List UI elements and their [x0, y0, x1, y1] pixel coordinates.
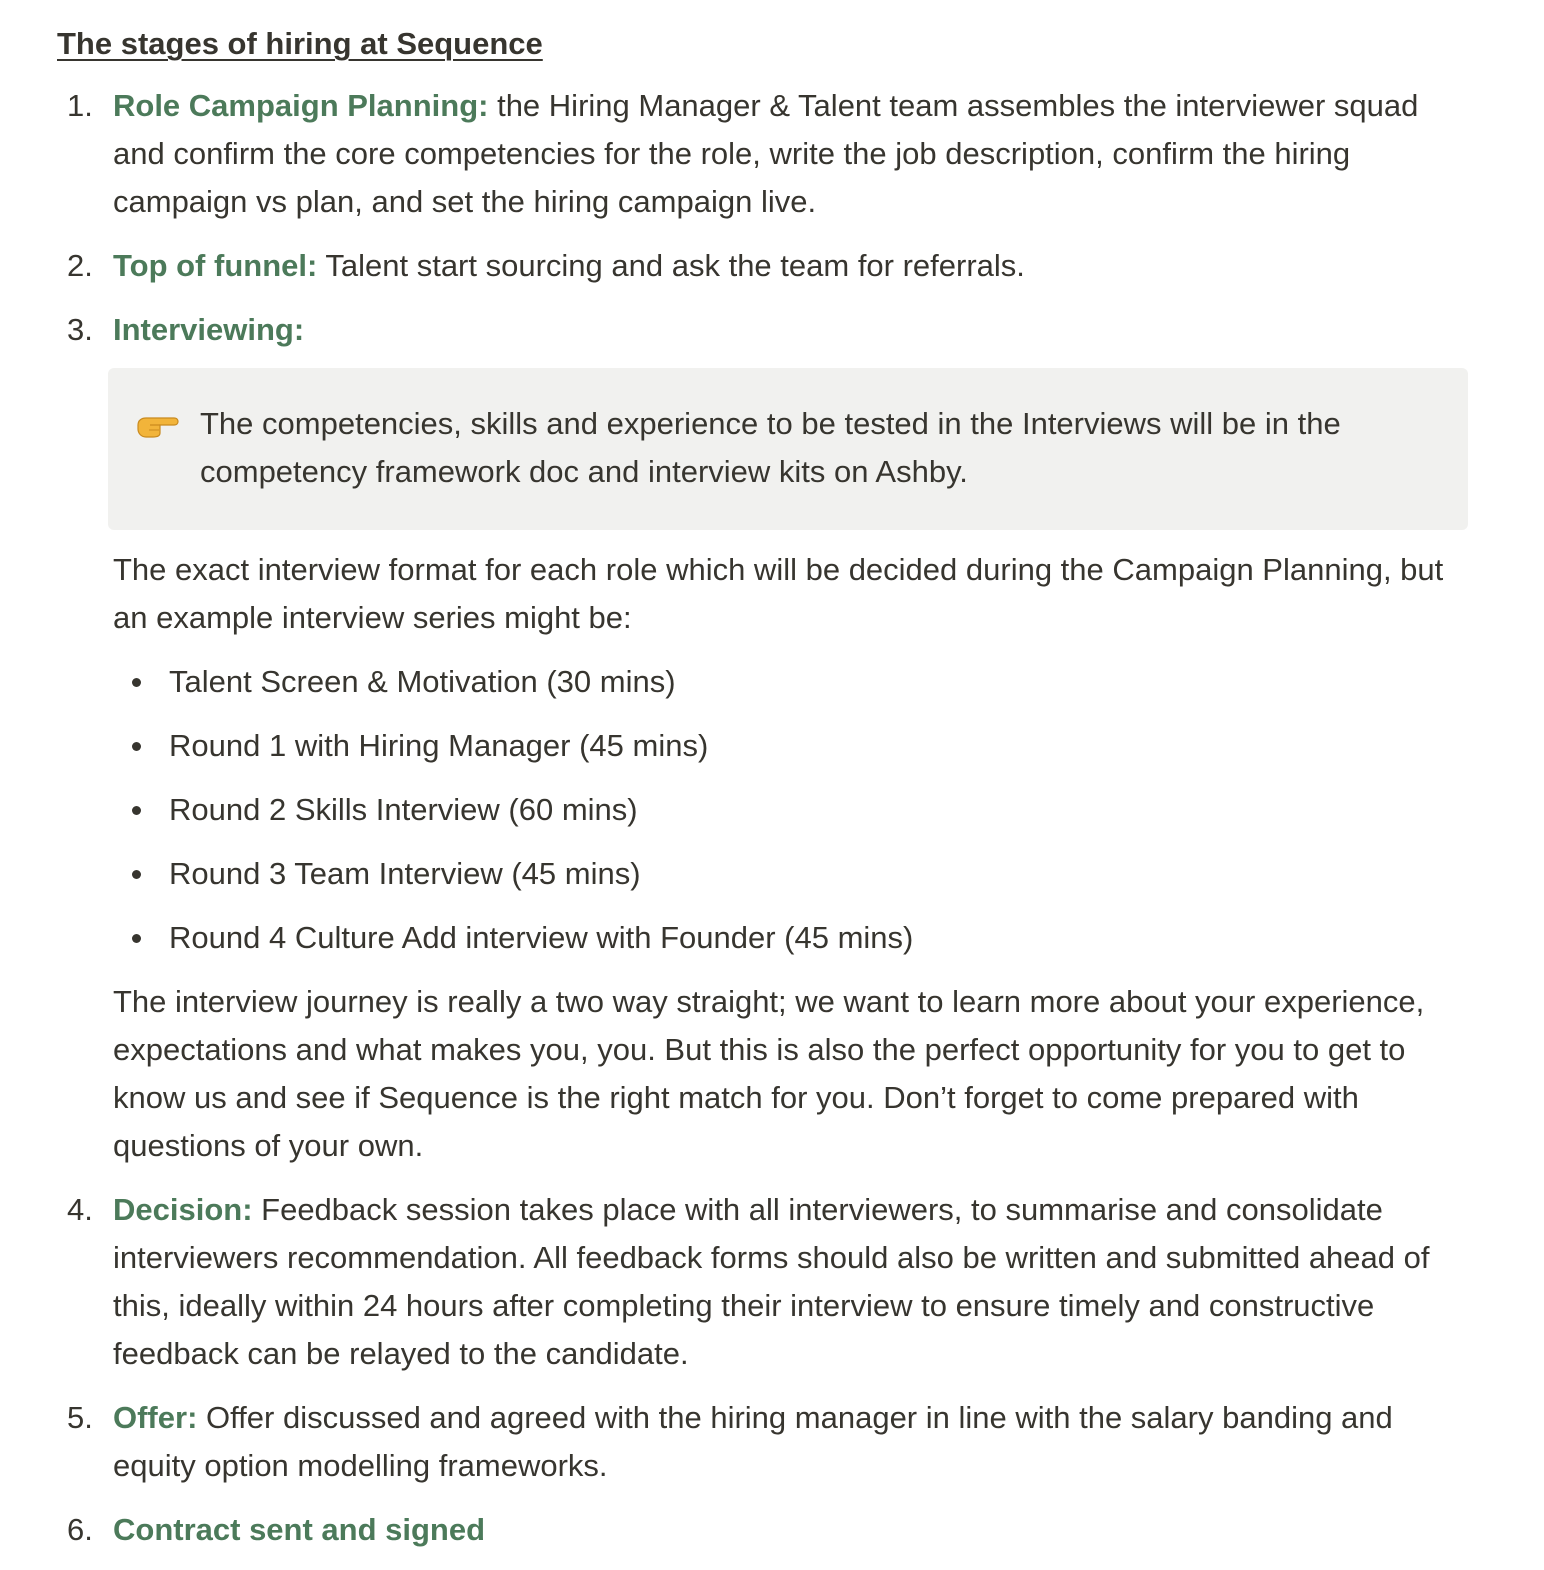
- list-number: 5.: [67, 1400, 93, 1435]
- interview-rounds-list: [113, 658, 1477, 962]
- page-heading: The stages of hiring at Sequence: [57, 26, 543, 61]
- stage-description: Offer discussed and agreed with the hiring manager in line with the salary banding and equity option modelling frameworks.: [113, 1400, 1393, 1483]
- list-item: Round 1 with Hiring Manager (45 mins): [113, 722, 1477, 770]
- pointing-hand-icon: [134, 400, 200, 448]
- stages-list: [57, 82, 1477, 1554]
- list-number: 6.: [67, 1512, 93, 1547]
- stage-item-top-of-funnel: [57, 242, 1477, 290]
- stage-item-interviewing: [57, 306, 1477, 1170]
- stage-description: Feedback session takes place with all interviewers, to summarise and consolidate interviewers recommendation. All feedback forms should also be written and submitted ahead of this, ideally within 24 hours after completing their interview to ensure timely and constructive feedback can be relayed to the candidate.: [113, 1192, 1430, 1371]
- callout-text: The competencies, skills and experience to be tested in the Interviews will be in the competency framework doc and interview kits on Ashby.: [200, 406, 1341, 489]
- interview-intro: The exact interview format for each role which will be decided during the Campaign Planning, but an example interview series might be:: [113, 552, 1444, 635]
- stage-description: the Hiring Manager & Talent team assembles the interviewer squad and confirm the core competencies for the role, write the job description, confirm the hiring campaign vs plan, and set the hiring campaign live.: [113, 88, 1419, 219]
- stage-item-decision: [57, 1186, 1477, 1378]
- callout-box: [108, 368, 1468, 530]
- stage-term: Top of funnel:: [113, 248, 318, 283]
- stage-term: Decision:: [113, 1192, 253, 1227]
- list-item: Round 3 Team Interview (45 mins): [113, 850, 1477, 898]
- document-page: [57, 24, 1477, 1570]
- list-item: Talent Screen & Motivation (30 mins): [113, 658, 1477, 706]
- list-item: Round 4 Culture Add interview with Founder (45 mins): [113, 914, 1477, 962]
- stage-item-role-campaign-planning: [57, 82, 1477, 226]
- list-number: 4.: [67, 1192, 93, 1227]
- stage-item-contract: [57, 1506, 1477, 1554]
- stage-item-offer: [57, 1394, 1477, 1490]
- stage-term: Contract sent and signed: [113, 1512, 486, 1547]
- stage-term: Interviewing:: [113, 312, 305, 347]
- list-number: 3.: [67, 312, 93, 347]
- stage-term: Role Campaign Planning:: [113, 88, 489, 123]
- list-number: 1.: [67, 88, 93, 123]
- list-item: Round 2 Skills Interview (60 mins): [113, 786, 1477, 834]
- list-number: 2.: [67, 248, 93, 283]
- interview-outro: The interview journey is really a two way straight; we want to learn more about your experience, expectations and what makes you, you. But this is also the perfect opportunity for you to get to know us and see if Sequence is the right match for you. Don’t forget to come prepared with questions of your own.: [113, 984, 1425, 1163]
- stage-term: Offer:: [113, 1400, 198, 1435]
- stage-description: Talent start sourcing and ask the team for referrals.: [317, 248, 1025, 283]
